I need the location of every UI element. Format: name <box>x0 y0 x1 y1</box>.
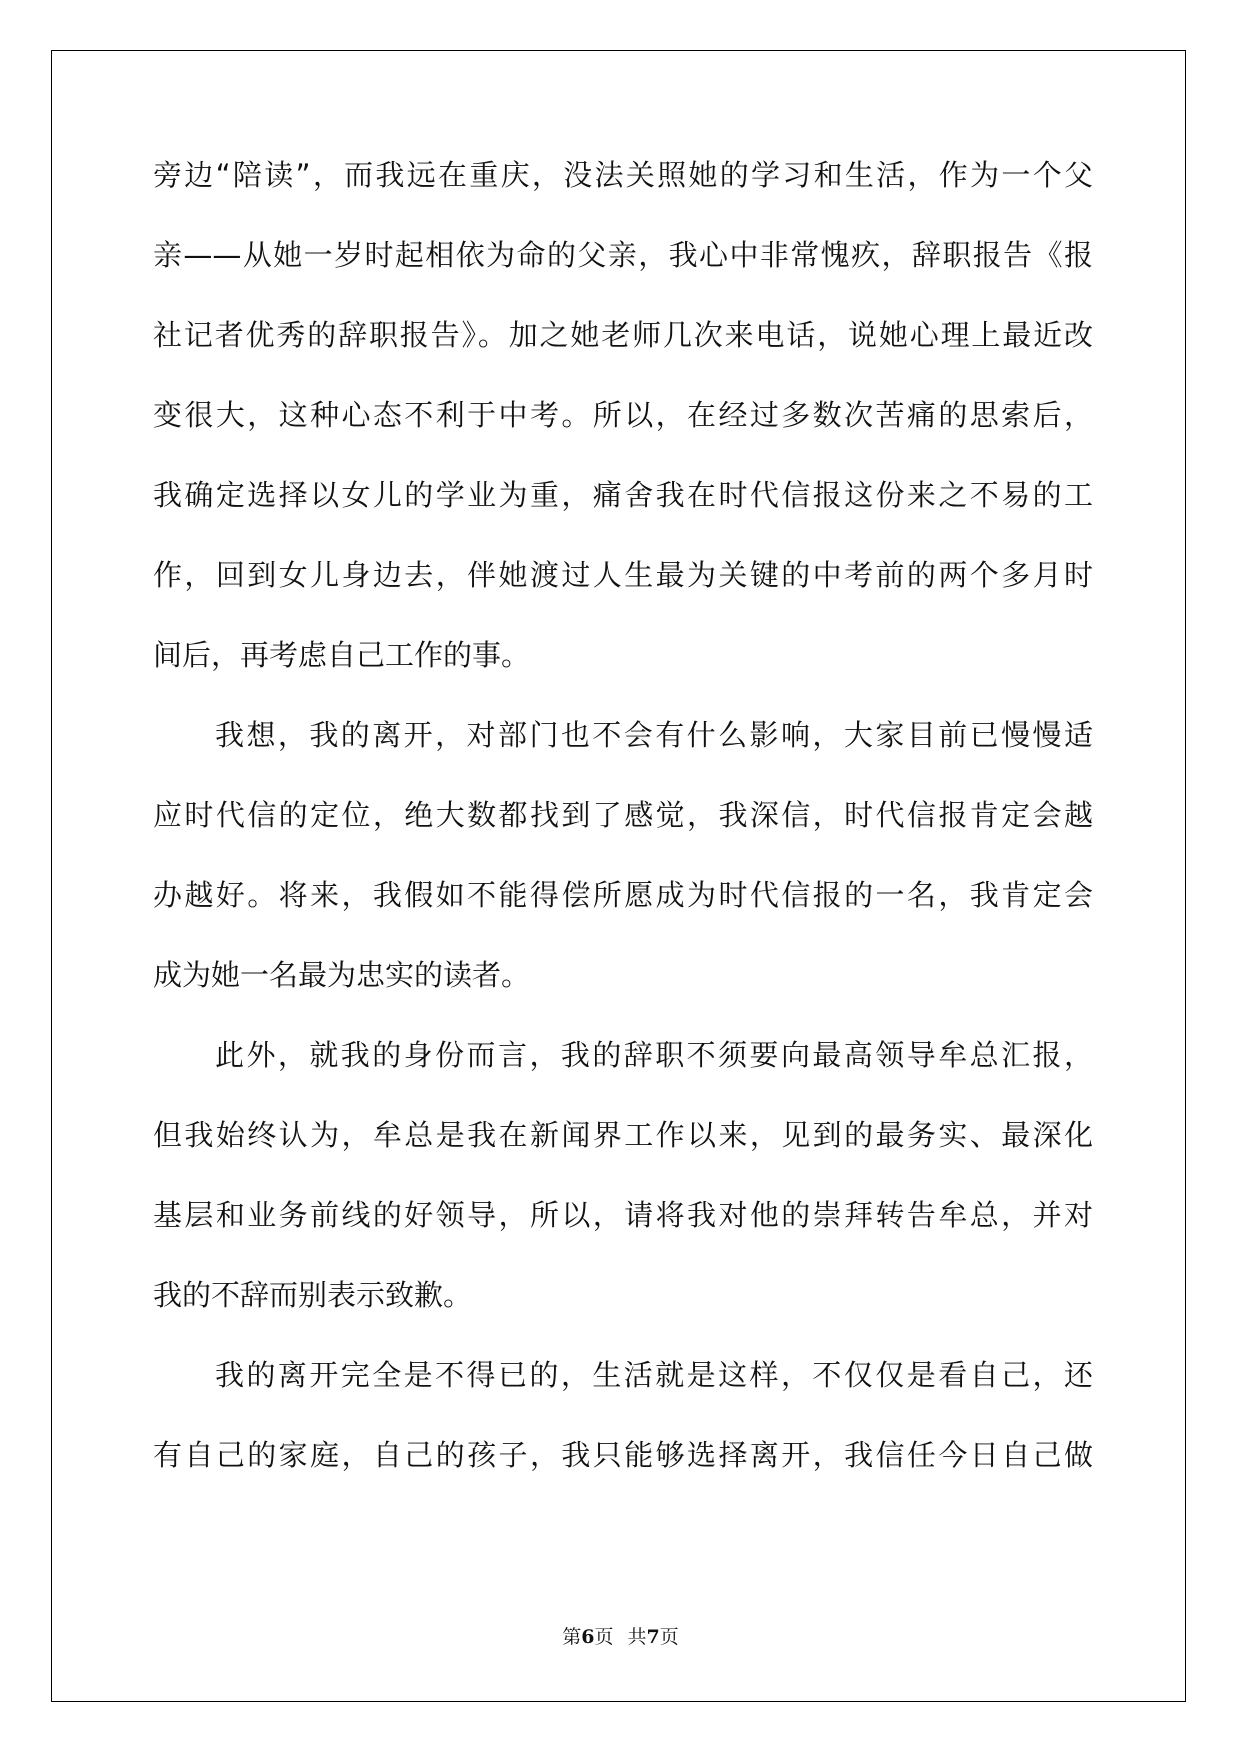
text-line: 但我始终认为，牟总是我在新闻界工作以来，见到的最务实、最深化 <box>153 1118 1093 1152</box>
document-body <box>153 154 1093 1514</box>
paragraph-start-line: 此外，就我的身份而言，我的辞职不须要向最高领导牟总汇报， <box>215 1038 1093 1072</box>
page-prefix: 第 <box>562 1626 582 1648</box>
text-line: 我确定选择以女儿的学业为重，痛舍我在时代信报这份来之不易的工 <box>153 478 1093 512</box>
paragraph-end-line: 间后，再考虑自己工作的事。 <box>153 638 531 672</box>
total-prefix: 共 <box>627 1626 647 1648</box>
paragraph-start-line: 我的离开完全是不得已的，生活就是这样，不仅仅是看自己，还 <box>215 1358 1093 1392</box>
text-line: 旁边“陪读”，而我远在重庆，没法关照她的学习和生活，作为一个父 <box>153 158 1093 192</box>
text-line: 有自己的家庭，自己的孩子，我只能够选择离开，我信任今日自己做 <box>153 1438 1093 1472</box>
text-line: 变很大，这种心态不利于中考。所以，在经过多数次苦痛的思索后， <box>153 398 1093 432</box>
text-line: 应时代信的定位，绝大数都找到了感觉，我深信，时代信报肯定会越 <box>153 798 1093 832</box>
paragraph-end-line: 我的不辞而别表示致歉。 <box>153 1278 473 1312</box>
page-suffix: 页 <box>594 1626 614 1648</box>
page-number-footer <box>0 1622 1241 1649</box>
paragraph-start-line: 我想，我的离开，对部门也不会有什么影响，大家目前已慢慢适 <box>215 718 1093 752</box>
text-line: 社记者优秀的辞职报告》。加之她老师几次来电话，说她心理上最近改 <box>153 318 1093 352</box>
total-page-count: 7 <box>646 1626 660 1648</box>
paragraph-end-line: 成为她一名最为忠实的读者。 <box>153 958 531 992</box>
text-line: 作，回到女儿身边去，伴她渡过人生最为关键的中考前的两个多月时 <box>153 558 1093 592</box>
text-line: 亲——从她一岁时起相依为命的父亲，我心中非常愧疚，辞职报告《报 <box>153 238 1093 272</box>
text-line: 办越好。将来，我假如不能得偿所愿成为时代信报的一名，我肯定会 <box>153 878 1093 912</box>
current-page-number: 6 <box>581 1626 595 1648</box>
total-suffix: 页 <box>659 1626 679 1648</box>
text-line: 基层和业务前线的好领导，所以，请将我对他的崇拜转告牟总，并对 <box>153 1198 1093 1232</box>
